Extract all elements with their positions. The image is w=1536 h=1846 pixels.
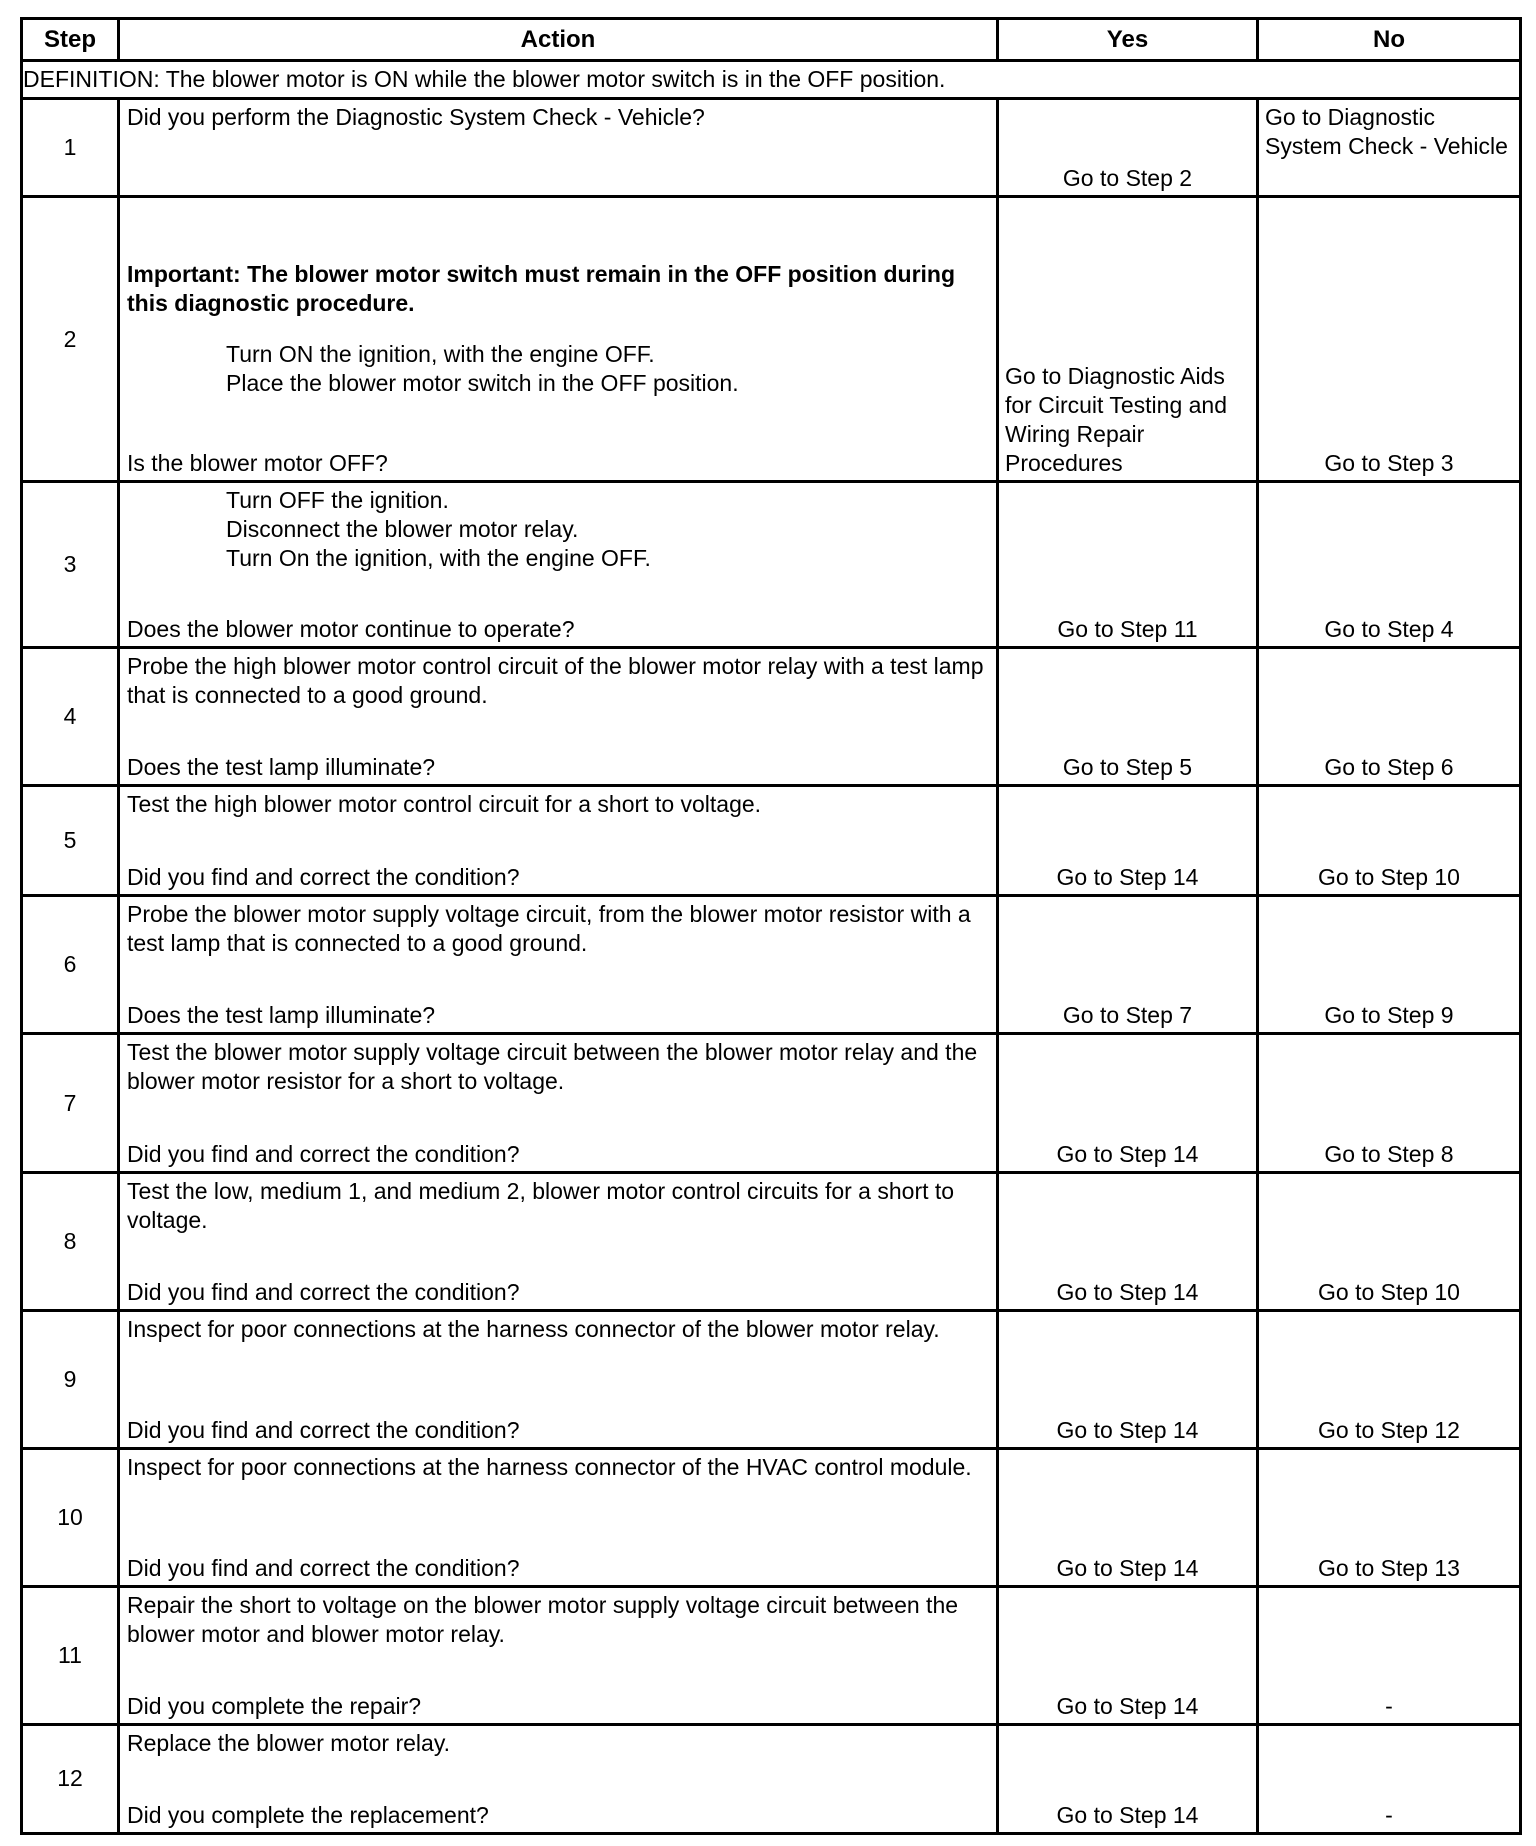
action-line: Disconnect the blower motor relay. — [226, 516, 579, 543]
no-text: - — [1385, 1692, 1393, 1719]
step-number: 7 — [22, 1034, 119, 1172]
action-text: Probe the high blower motor control circuit of the blower motor relay with a test lamp that is connected to a good ground. — [127, 653, 984, 709]
action-line: Turn On the ignition, with the engine OFF. — [226, 545, 651, 572]
question-text: Did you find and correct the condition? — [127, 1416, 520, 1443]
yes-cell — [998, 482, 1258, 648]
question-text: Did you find and correct the condition? — [127, 1278, 520, 1305]
definition-row — [22, 61, 1521, 99]
action-text: Test the low, medium 1, and medium 2, blower motor control circuits for a short to voltage. — [127, 1177, 955, 1233]
action-cell — [119, 1034, 998, 1172]
no-text: Go to Step 10 — [1318, 1278, 1460, 1305]
no-cell — [1258, 1034, 1521, 1172]
no-text: Go to Step 9 — [1324, 1002, 1454, 1029]
step-number: 9 — [22, 1310, 119, 1448]
yes-text: Go to Step 5 — [1062, 754, 1193, 781]
step-number: 12 — [22, 1724, 119, 1833]
yes-cell — [998, 786, 1258, 896]
step-number: 1 — [22, 99, 119, 197]
yes-text: Go to Step 14 — [1056, 1692, 1199, 1719]
question-text: Did you complete the replacement? — [127, 1802, 489, 1828]
action-cell — [119, 197, 998, 482]
action-line: Turn OFF the ignition. — [226, 487, 449, 514]
header-yes: Yes — [998, 19, 1258, 61]
no-text: Go to Diagnostic System Check - Vehicle — [1265, 104, 1508, 160]
yes-cell — [998, 1724, 1258, 1833]
no-text: - — [1385, 1802, 1393, 1828]
step-number: 5 — [22, 786, 119, 896]
action-cell — [119, 896, 998, 1034]
step-number: 11 — [22, 1586, 119, 1724]
no-cell — [1258, 1724, 1521, 1833]
yes-text: Go to Diagnostic Aids for Circuit Testing and Wiring Repair Procedures — [1005, 363, 1228, 477]
no-cell — [1258, 896, 1521, 1034]
table-row — [22, 786, 1521, 896]
no-cell — [1258, 482, 1521, 648]
yes-text: Go to Step 14 — [1056, 1802, 1199, 1828]
action-text: Probe the blower motor supply voltage circuit, from the blower motor resistor with a test lamp that is connected to a good ground. — [127, 901, 971, 957]
table-row — [22, 896, 1521, 1034]
no-cell — [1258, 99, 1521, 197]
no-text: Go to Step 10 — [1318, 864, 1460, 891]
no-cell — [1258, 1310, 1521, 1448]
yes-cell — [998, 1310, 1258, 1448]
action-text: Repair the short to voltage on the blower motor supply voltage circuit between the blower motor and blower motor relay. — [127, 1591, 959, 1647]
action-text: Inspect for poor connections at the harness connector of the HVAC control module. — [127, 1453, 972, 1480]
question-text: Did you find and correct the condition? — [127, 1554, 520, 1581]
table-row — [22, 482, 1521, 648]
question-text: Does the test lamp illuminate? — [127, 754, 436, 781]
action-cell — [119, 1310, 998, 1448]
no-text: Go to Step 4 — [1324, 616, 1454, 643]
no-text: Go to Step 8 — [1324, 1140, 1454, 1167]
action-cell — [119, 648, 998, 786]
table-row — [22, 1172, 1521, 1310]
question-text: Did you find and correct the condition? — [127, 864, 520, 891]
yes-cell — [998, 197, 1258, 482]
action-cell — [119, 1448, 998, 1586]
no-cell — [1258, 1172, 1521, 1310]
table-row — [22, 1724, 1521, 1833]
step-number: 3 — [22, 482, 119, 648]
diagnostic-table — [20, 17, 1522, 1835]
yes-text: Go to Step 14 — [1056, 1554, 1199, 1581]
yes-text: Go to Step 14 — [1056, 1140, 1199, 1167]
yes-text: Go to Step 11 — [1057, 616, 1198, 643]
action-cell — [119, 99, 998, 197]
definition-text: DEFINITION: The blower motor is ON while the blower motor switch is in the OFF position. — [22, 61, 1521, 99]
yes-cell — [998, 1448, 1258, 1586]
no-text: Go to Step 12 — [1318, 1416, 1460, 1443]
action-text: Replace the blower motor relay. — [127, 1729, 450, 1756]
table-row — [22, 99, 1521, 197]
yes-cell — [998, 896, 1258, 1034]
action-cell — [119, 1724, 998, 1833]
yes-text: Go to Step 2 — [1062, 165, 1193, 192]
yes-text: Go to Step 14 — [1056, 1416, 1199, 1443]
action-text: Test the blower motor supply voltage circuit between the blower motor relay and the blower motor resistor for a short to voltage. — [127, 1039, 978, 1095]
header-action: Action — [119, 19, 998, 61]
action-line: Place the blower motor switch in the OFF position. — [226, 370, 739, 397]
table-row — [22, 1034, 1521, 1172]
yes-text: Go to Step 14 — [1056, 1278, 1199, 1305]
question-text: Did you find and correct the condition? — [127, 1140, 520, 1167]
yes-cell — [998, 648, 1258, 786]
table-row — [22, 648, 1521, 786]
question-text: Does the blower motor continue to operate? — [127, 616, 575, 643]
header-step: Step — [22, 19, 119, 61]
question-text: Is the blower motor OFF? — [127, 450, 388, 477]
table-row — [22, 1586, 1521, 1724]
yes-cell — [998, 99, 1258, 197]
action-line: Turn ON the ignition, with the engine OFF. — [226, 341, 655, 368]
action-text: Did you perform the Diagnostic System Check - Vehicle? — [127, 104, 705, 131]
yes-cell — [998, 1034, 1258, 1172]
action-text: Inspect for poor connections at the harness connector of the blower motor relay. — [127, 1315, 940, 1342]
no-cell — [1258, 1448, 1521, 1586]
yes-text: Go to Step 7 — [1062, 1002, 1193, 1029]
important-note: Important: The blower motor switch must remain in the OFF position during this diagnostic procedure. — [127, 261, 956, 317]
table-row — [22, 197, 1521, 482]
no-cell — [1258, 197, 1521, 482]
yes-cell — [998, 1172, 1258, 1310]
table-row — [22, 1448, 1521, 1586]
step-number: 10 — [22, 1448, 119, 1586]
action-text: Test the high blower motor control circuit for a short to voltage. — [127, 791, 762, 818]
no-cell — [1258, 786, 1521, 896]
step-number: 4 — [22, 648, 119, 786]
diagnostic-table-container — [20, 17, 1519, 1835]
question-text: Did you complete the repair? — [127, 1692, 422, 1719]
header-no: No — [1258, 19, 1521, 61]
no-text: Go to Step 13 — [1318, 1554, 1460, 1581]
yes-text: Go to Step 14 — [1056, 864, 1199, 891]
action-cell — [119, 786, 998, 896]
step-number: 8 — [22, 1172, 119, 1310]
yes-cell — [998, 1586, 1258, 1724]
no-cell — [1258, 648, 1521, 786]
header-row — [22, 19, 1521, 61]
action-cell — [119, 482, 998, 648]
question-text: Does the test lamp illuminate? — [127, 1002, 436, 1029]
no-cell — [1258, 1586, 1521, 1724]
step-number: 2 — [22, 197, 119, 482]
action-cell — [119, 1586, 998, 1724]
no-text: Go to Step 6 — [1324, 754, 1454, 781]
no-text: Go to Step 3 — [1324, 450, 1454, 477]
action-cell — [119, 1172, 998, 1310]
table-row — [22, 1310, 1521, 1448]
step-number: 6 — [22, 896, 119, 1034]
